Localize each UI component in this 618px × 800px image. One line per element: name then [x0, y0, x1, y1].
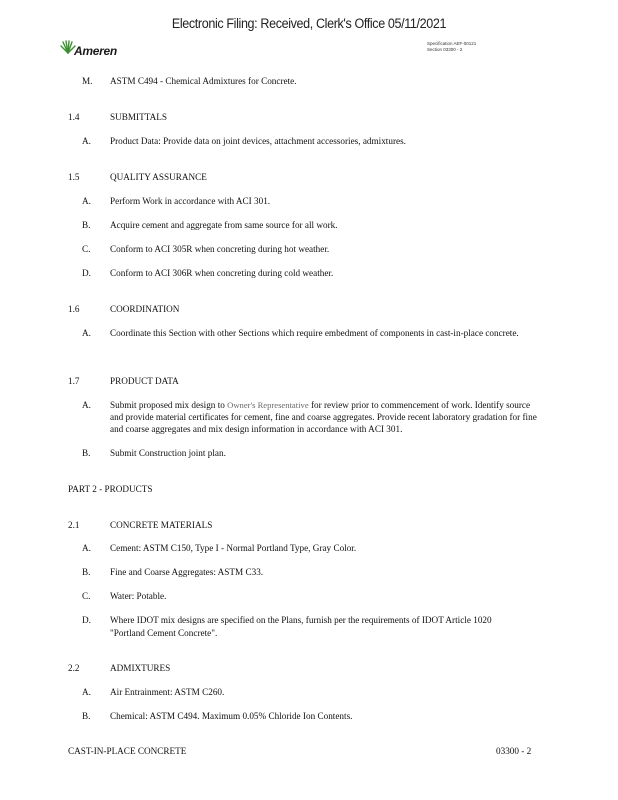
item-text: [110, 399, 545, 435]
item-number: B.: [82, 567, 91, 577]
item-text: Perform Work in accordance with ACI 301.: [110, 196, 271, 206]
item-text: Conform to ACI 306R when concreting during cold weather.: [110, 268, 334, 278]
section-title: CONCRETE MATERIALS: [110, 520, 213, 530]
section-title: QUALITY ASSURANCE: [110, 172, 207, 182]
filing-stamp: Electronic Filing: Received, Clerk's Office 05/11/2021: [171, 16, 447, 31]
footer-title: CAST-IN-PLACE CONCRETE: [68, 746, 187, 756]
section-title: ADMIXTURES: [110, 663, 171, 673]
section-number: 2.2: [68, 663, 80, 673]
item-number: D.: [82, 268, 91, 278]
item-text: Conform to ACI 305R when concreting during hot weather.: [110, 244, 330, 254]
section-number: 1.6: [68, 304, 80, 314]
item-text: Where IDOT mix designs are specified on the Plans, furnish per the requirements of IDOT Article 1020: [110, 615, 492, 625]
item-text: Product Data: Provide data on joint devices, attachment accessories, admixtures.: [110, 136, 406, 146]
item-number: B.: [82, 448, 91, 458]
item-number: A.: [82, 328, 91, 338]
item-number: B.: [82, 711, 91, 721]
section-title: PRODUCT DATA: [110, 376, 179, 386]
logo-text: Ameren: [74, 44, 117, 58]
footer-page-number: 03300 - 2: [496, 746, 532, 756]
item-text-part: Submit proposed mix design to: [110, 400, 225, 410]
item-number: C.: [82, 591, 91, 601]
owner-representative-text: Owner's Representative: [227, 400, 309, 410]
item-text: ASTM C494 - Chemical Admixtures for Concrete.: [110, 76, 297, 86]
section-number: 1.5: [68, 172, 80, 182]
item-text: Acquire cement and aggregate from same source for all work.: [110, 220, 338, 230]
item-text: Cement: ASTM C150, Type I - Normal Portland Type, Gray Color.: [110, 543, 357, 553]
item-number: A.: [82, 196, 91, 206]
item-text: Air Entrainment: ASTM C260.: [110, 687, 225, 697]
spec-line-2: Section 03300 - 2: [427, 46, 463, 52]
spec-line-1: Specification AEF-00121: [427, 41, 477, 46]
item-text-continued: "Portland Cement Concrete".: [110, 628, 218, 638]
item-number: A.: [82, 687, 91, 697]
item-text-part: for review prior to commencement of work. Identify source and provide material certificates for cement, fine and coarse aggregates. Provide recent laboratory gradation for fine and coarse aggregates and mix design information in accordance with ACI 301.: [110, 400, 537, 434]
item-text: Fine and Coarse Aggregates: ASTM C33.: [110, 567, 264, 577]
item-number: D.: [82, 615, 91, 625]
section-number: 1.7: [68, 376, 80, 386]
item-number: A.: [82, 543, 91, 553]
spec-reference: [427, 41, 476, 52]
item-number: M.: [82, 76, 93, 86]
item-number: B.: [82, 220, 91, 230]
part-heading: PART 2 - PRODUCTS: [68, 484, 153, 494]
item-text: Water: Potable.: [110, 591, 167, 601]
item-text: Submit Construction joint plan.: [110, 448, 226, 458]
item-number: A.: [82, 400, 91, 410]
item-text: Chemical: ASTM C494. Maximum 0.05% Chloride Ion Contents.: [110, 711, 353, 721]
section-title: COORDINATION: [110, 304, 180, 314]
section-number: 2.1: [68, 520, 80, 530]
item-number: A.: [82, 136, 91, 146]
item-text: Coordinate this Section with other Sections which require embedment of components in cast-in-place concrete.: [110, 328, 519, 338]
section-title: SUBMITTALS: [110, 112, 167, 122]
item-number: C.: [82, 244, 91, 254]
section-number: 1.4: [68, 112, 80, 122]
